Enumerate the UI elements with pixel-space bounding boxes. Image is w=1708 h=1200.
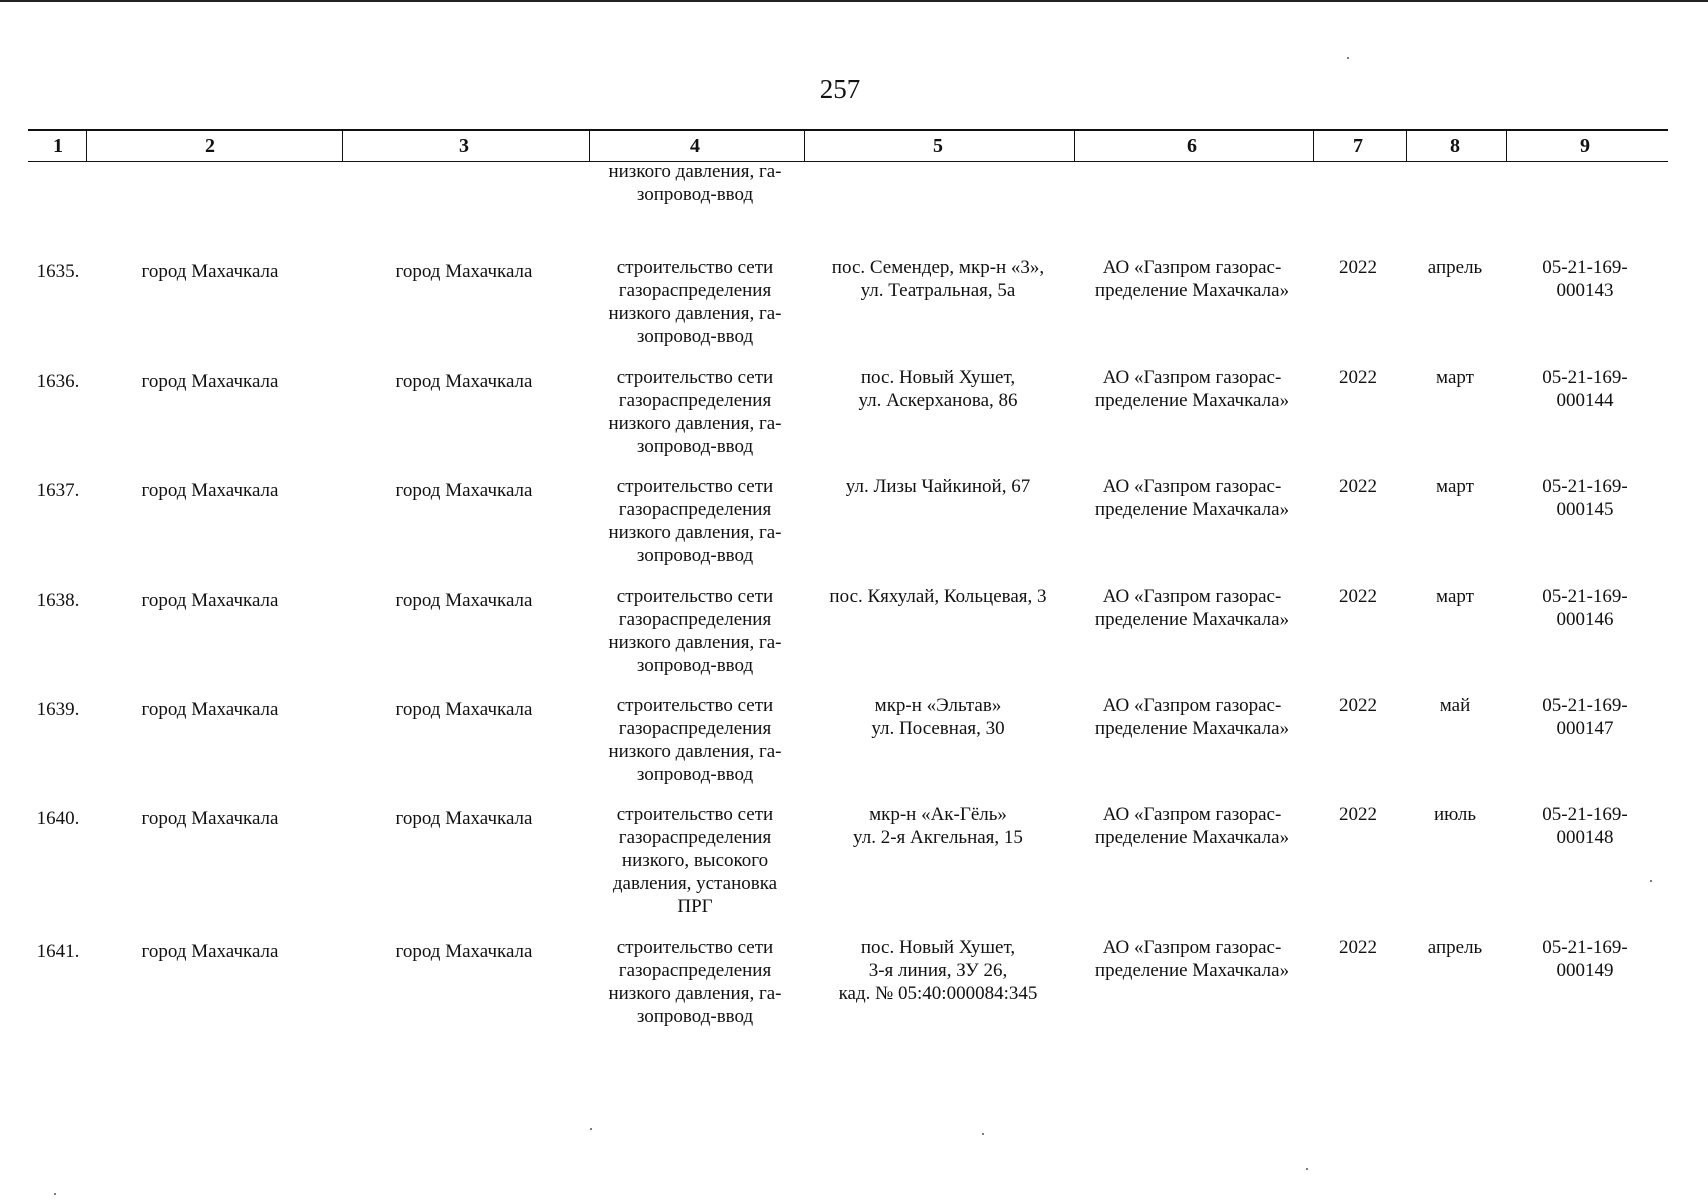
settlement-cell: город Махачкала xyxy=(395,480,533,501)
settlement-cell: город Махачкала xyxy=(395,261,533,282)
scan-speck xyxy=(1650,880,1652,882)
table-header xyxy=(28,129,1668,162)
district-cell: город Махачкала xyxy=(141,941,279,962)
address-cell: ул. Лизы Чайкиной, 67 xyxy=(845,476,1031,497)
district-cell: город Махачкала xyxy=(141,699,279,720)
code-cell: 05-21-169- 000144 xyxy=(1542,367,1628,411)
address-cell: пос. Кяхулай, Кольцевая, 3 xyxy=(829,586,1047,607)
row-number: 1639. xyxy=(36,699,80,720)
scan-speck xyxy=(590,1128,592,1130)
settlement-cell: город Махачкала xyxy=(395,590,533,611)
year-cell: 2022 xyxy=(1339,695,1377,716)
row-number: 1635. xyxy=(36,261,80,282)
scan-speck xyxy=(982,1133,984,1135)
header-cell-5: 5 xyxy=(933,135,943,157)
work-type-cell: строительство сети газораспределения низкого, высокого давления, установка ПРГ xyxy=(612,804,778,917)
address-cell: пос. Семендер, мкр-н «3», ул. Театральная, 5а xyxy=(831,257,1045,301)
header-cell-1: 1 xyxy=(53,135,63,157)
header-separator xyxy=(342,131,343,161)
work-type-cell: строительство сети газораспределения низкого давления, га- зопровод-ввод xyxy=(608,476,782,566)
header-separator xyxy=(1074,131,1075,161)
row-number: 1637. xyxy=(36,480,80,501)
work-type-cell: строительство сети газораспределения низкого давления, га- зопровод-ввод xyxy=(608,257,782,347)
header-separator xyxy=(1313,131,1314,161)
header-cell-8: 8 xyxy=(1450,135,1460,157)
organization-cell: АО «Газпром газорас- пределение Махачкала» xyxy=(1094,367,1290,411)
settlement-cell: город Махачкала xyxy=(395,371,533,392)
address-cell: мкр-н «Ак-Гёль» ул. 2-я Акгельная, 15 xyxy=(853,804,1023,848)
code-cell: 05-21-169- 000147 xyxy=(1542,695,1628,739)
continuation-cell-4: низкого давления, га- зопровод-ввод xyxy=(608,161,782,205)
year-cell: 2022 xyxy=(1339,476,1377,497)
code-cell: 05-21-169- 000145 xyxy=(1542,476,1628,520)
year-cell: 2022 xyxy=(1339,804,1377,825)
district-cell: город Махачкала xyxy=(141,371,279,392)
code-cell: 05-21-169- 000143 xyxy=(1542,257,1628,301)
work-type-cell: строительство сети газораспределения низкого давления, га- зопровод-ввод xyxy=(608,937,782,1027)
month-cell: апрель xyxy=(1427,937,1483,958)
row-number: 1641. xyxy=(36,941,80,962)
header-separator xyxy=(804,131,805,161)
header-cell-7: 7 xyxy=(1353,135,1363,157)
year-cell: 2022 xyxy=(1339,586,1377,607)
month-cell: март xyxy=(1436,586,1474,607)
organization-cell: АО «Газпром газорас- пределение Махачкала» xyxy=(1094,804,1290,848)
header-cell-3: 3 xyxy=(459,135,469,157)
organization-cell: АО «Газпром газорас- пределение Махачкала» xyxy=(1094,937,1290,981)
address-cell: пос. Новый Хушет, 3-я линия, ЗУ 26, кад. № 05:40:000084:345 xyxy=(838,937,1038,1004)
scan-speck xyxy=(1306,1168,1308,1170)
row-number: 1636. xyxy=(36,371,80,392)
address-cell: мкр-н «Эльтав» ул. Посевная, 30 xyxy=(871,695,1005,739)
settlement-cell: город Махачкала xyxy=(395,808,533,829)
work-type-cell: строительство сети газораспределения низкого давления, га- зопровод-ввод xyxy=(608,367,782,457)
scan-top-edge xyxy=(0,0,1708,2)
code-cell: 05-21-169- 000148 xyxy=(1542,804,1628,848)
header-separator xyxy=(1506,131,1507,161)
header-cell-4: 4 xyxy=(690,135,700,157)
month-cell: март xyxy=(1436,476,1474,497)
header-cell-6: 6 xyxy=(1187,135,1197,157)
organization-cell: АО «Газпром газорас- пределение Махачкала» xyxy=(1094,586,1290,630)
address-cell: пос. Новый Хушет, ул. Аскерханова, 86 xyxy=(858,367,1018,411)
scan-speck xyxy=(1347,57,1349,59)
header-cell-9: 9 xyxy=(1580,135,1590,157)
year-cell: 2022 xyxy=(1339,257,1377,278)
organization-cell: АО «Газпром газорас- пределение Махачкала» xyxy=(1094,476,1290,520)
district-cell: город Махачкала xyxy=(141,261,279,282)
month-cell: июль xyxy=(1433,804,1477,825)
scan-speck xyxy=(54,1193,56,1195)
organization-cell: АО «Газпром газорас- пределение Махачкала» xyxy=(1094,695,1290,739)
district-cell: город Махачкала xyxy=(141,808,279,829)
district-cell: город Махачкала xyxy=(141,590,279,611)
month-cell: май xyxy=(1439,695,1471,716)
month-cell: апрель xyxy=(1427,257,1483,278)
district-cell: город Махачкала xyxy=(141,480,279,501)
row-number: 1640. xyxy=(36,808,80,829)
settlement-cell: город Махачкала xyxy=(395,699,533,720)
header-separator xyxy=(86,131,87,161)
organization-cell: АО «Газпром газорас- пределение Махачкала» xyxy=(1094,257,1290,301)
year-cell: 2022 xyxy=(1339,937,1377,958)
work-type-cell: строительство сети газораспределения низкого давления, га- зопровод-ввод xyxy=(608,586,782,676)
work-type-cell: строительство сети газораспределения низкого давления, га- зопровод-ввод xyxy=(608,695,782,785)
settlement-cell: город Махачкала xyxy=(395,941,533,962)
page-number: 257 xyxy=(819,74,861,104)
code-cell: 05-21-169- 000149 xyxy=(1542,937,1628,981)
month-cell: март xyxy=(1436,367,1474,388)
header-separator xyxy=(589,131,590,161)
year-cell: 2022 xyxy=(1339,367,1377,388)
row-number: 1638. xyxy=(36,590,80,611)
header-cell-2: 2 xyxy=(205,135,215,157)
header-separator xyxy=(1406,131,1407,161)
code-cell: 05-21-169- 000146 xyxy=(1542,586,1628,630)
